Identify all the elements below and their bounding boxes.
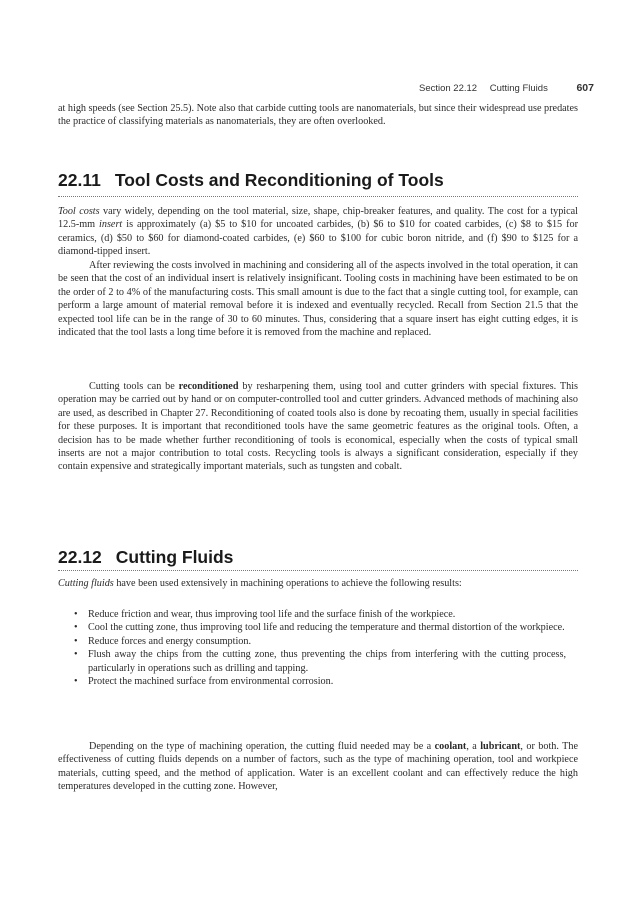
bullet-icon: • [74,635,78,647]
tool-costs-term: Tool costs [58,206,100,217]
paragraph-text: Depending on the type of machining operation, the cutting fluid needed may be a [89,741,435,752]
list-item-text: Cool the cutting zone, thus improving tool life and reducing the temperature and thermal distortion of the workpiece. [88,622,565,634]
coolant-term: coolant [434,741,467,752]
list-item [58,675,578,688]
insert-term: insert [99,219,123,231]
section-rule [58,570,578,571]
bullet-icon: • [74,649,78,661]
header-topic: Cutting Fluids [489,83,548,94]
section-number: 22.11 [58,170,101,190]
paragraph-text: , a [466,741,481,752]
cutting-fluids-term: Cutting fluids [58,578,114,589]
reconditioned-term: reconditioned [178,381,239,392]
paragraph-text: is approximately (a) $5 to $10 for uncoated carbides, (b) $6 to $10 for coated carbides, (c) $8 to $15 for ceramics, (d) $50 to $60 for diamond-coated carbides, (e) $60 to $100 for cubic boron nitride, and (f) $90 to $125 for a diamond-tipped insert. [58,219,578,258]
results-list [58,608,578,688]
list-item [58,608,578,621]
list-item-text: Protect the machined surface from environmental corrosion. [88,676,334,688]
page-number: 607 [576,82,594,94]
list-item [58,648,578,675]
paragraph-text: vary widely, depending on the tool material, size, shape, chip-breaker features, and quality. The cost for a typical 12.5-mm [58,206,578,231]
bullet-icon: • [74,609,78,620]
bullet-icon: • [74,676,78,688]
bullet-icon: • [74,622,78,634]
lubricant-term: lubricant [480,741,521,752]
section-heading-22-11 [58,170,578,191]
paragraph-text: , or both. The effectiveness of cutting fluids depends on a number of factors, such as the type of machining operation, tool and workpiece materials, cutting speed, and the method of application. Water is an excellent coolant and can effectively reduce the high temperatures developed in the cutting zone. However, [58,741,578,793]
tool-costs-paragraph [58,205,578,259]
paragraph-text: Cutting tools can be [89,381,179,392]
list-item-text: Reduce friction and wear, thus improving tool life and the surface finish of the workpiece. [88,609,456,620]
cutting-fluids-intro-paragraph [58,577,578,590]
section-title: Tool Costs and Reconditioning of Tools [114,170,444,190]
section-rule [58,196,578,197]
reconditioning-paragraph [58,380,578,474]
section-title: Cutting Fluids [115,547,234,567]
running-header [419,82,594,94]
paragraph-text: by resharpening them, using tool and cutter grinders with special fixtures. This operation may be carried out by hand or on computer-controlled tool and cutter grinders. Advanced methods of machining also are used, as described in Chapter 27. Reconditioning of coated tools also is done by recoating them, usually in special facilities for these purposes. It is important that reconditioned tools have the same geometric features as the original tools. Often, a decision has to be made whether further reconditioning of tools is economical, especially when the costs of typical small inserts are not a major contribution to total costs. Recycling tools is always a significant consideration, especially if they contain expensive and strategically important materials, such as tungsten and cobalt. [58,381,578,473]
section-heading-22-12 [58,547,578,568]
costs-review-paragraph: After reviewing the costs involved in machining and considering all of the aspects involved in the total operation, it can be seen that the cost of an individual insert is relatively insignificant. Tooling costs in machining have been estimated to be on the order of 2 to 4% of the manufacturing costs. This small amount is due to the fact that a single cutting tool, for example, can perform a large amount of material removal before it is indexed and eventually recycled. Recall from Section 21.5 that the expected tool life can be in the range of 30 to 60 minutes. Thus, considering that a square insert has eight cutting edges, it is indicated that the tool lasts a long time before it is removed from the machine and replaced. [58,260,578,339]
list-item-text: Flush away the chips from the cutting zone, thus preventing the chips from interfering with the cutting process, particularly in operations such as drilling and tapping. [88,649,566,674]
paragraph-text: have been used extensively in machining operations to achieve the following results: [113,578,462,589]
header-section-label: Section 22.12 [418,83,478,94]
coolant-lubricant-paragraph [58,740,578,794]
intro-paragraph: at high speeds (see Section 25.5). Note also that carbide cutting tools are nanomaterials, but since their widespread use predates the practice of classifying materials as nanomaterials, they are often overlooked. [58,103,578,128]
list-item-text: Reduce forces and energy consumption. [88,635,252,647]
list-item [58,621,578,634]
list-item [58,635,578,648]
section-number: 22.12 [58,547,102,567]
